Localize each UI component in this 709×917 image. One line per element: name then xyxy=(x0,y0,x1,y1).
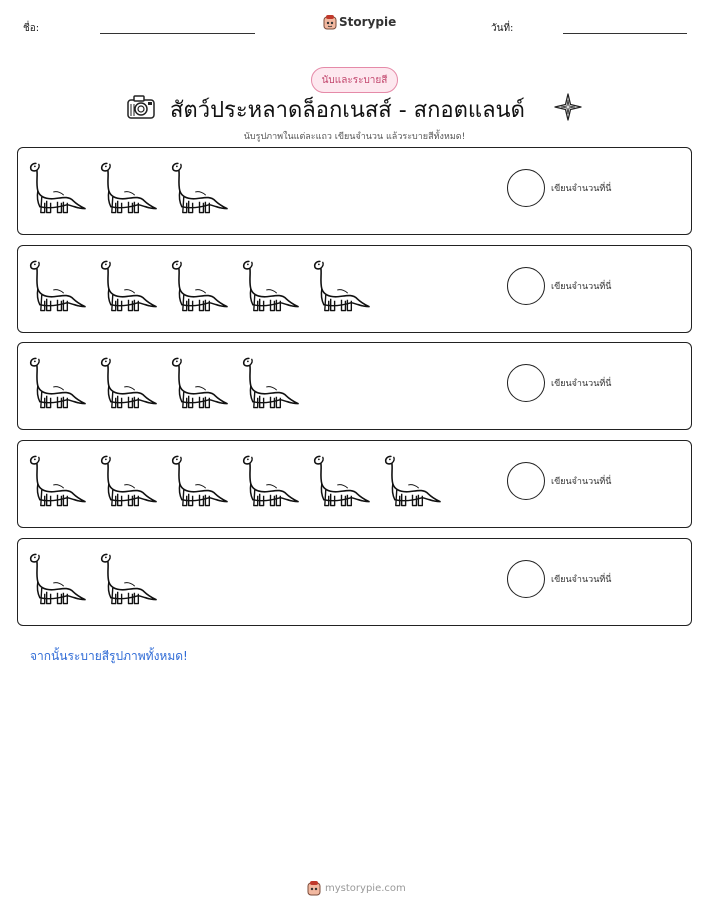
footer-site: mystorypie.com xyxy=(325,882,406,894)
dinosaur-icon[interactable] xyxy=(28,547,87,609)
dinosaur-icon[interactable] xyxy=(241,351,300,413)
dinosaur-icon[interactable] xyxy=(28,254,87,316)
dinosaur-icon[interactable] xyxy=(170,449,229,511)
page-footer xyxy=(307,880,406,896)
answer-label: เขียนจำนวนที่นี่ xyxy=(551,379,612,389)
answer-circle[interactable] xyxy=(507,462,545,500)
date-write-line[interactable] xyxy=(563,33,687,34)
camera-icon xyxy=(124,90,158,124)
dinosaur-group xyxy=(28,351,300,421)
answer-label: เขียนจำนวนที่นี่ xyxy=(551,184,612,194)
page-title: สัตว์ประหลาดล็อกเนสส์ - สกอตแลนด์ xyxy=(170,98,525,123)
dinosaur-icon[interactable] xyxy=(28,351,87,413)
dinosaur-icon[interactable] xyxy=(28,156,87,218)
answer-label: เขียนจำนวนที่นี่ xyxy=(551,477,612,487)
dinosaur-icon[interactable] xyxy=(99,156,158,218)
dinosaur-group xyxy=(28,156,229,226)
brand-name: Storypie xyxy=(339,15,397,29)
dinosaur-icon[interactable] xyxy=(170,351,229,413)
dinosaur-icon[interactable] xyxy=(312,449,371,511)
dinosaur-icon[interactable] xyxy=(99,254,158,316)
dinosaur-icon[interactable] xyxy=(241,254,300,316)
dinosaur-icon[interactable] xyxy=(170,254,229,316)
counting-row-1 xyxy=(17,147,692,235)
dinosaur-icon[interactable] xyxy=(241,449,300,511)
answer-label: เขียนจำนวนที่นี่ xyxy=(551,575,612,585)
title-row xyxy=(0,88,709,128)
name-label: ชื่อ: xyxy=(23,23,40,34)
storypie-logo-icon xyxy=(323,14,337,30)
brand xyxy=(323,14,396,30)
color-instruction: จากนั้นระบายสีรูปภาพทั้งหมด! xyxy=(30,649,188,663)
dinosaur-group xyxy=(28,547,158,617)
answer-circle[interactable] xyxy=(507,560,545,598)
answer-circle[interactable] xyxy=(507,169,545,207)
dinosaur-icon[interactable] xyxy=(383,449,442,511)
dinosaur-icon[interactable] xyxy=(99,351,158,413)
counting-row-2 xyxy=(17,245,692,333)
dinosaur-group xyxy=(28,449,442,519)
dinosaur-icon[interactable] xyxy=(312,254,371,316)
category-badge: นับและระบายสี xyxy=(311,67,398,93)
name-write-line[interactable] xyxy=(100,33,255,34)
answer-circle[interactable] xyxy=(507,267,545,305)
dinosaur-icon[interactable] xyxy=(99,547,158,609)
dinosaur-icon[interactable] xyxy=(99,449,158,511)
instructions: นับรูปภาพในแต่ละแถว เขียนจำนวน แล้วระบายสีทั้งหมด! xyxy=(243,132,466,142)
counting-row-4 xyxy=(17,440,692,528)
page-header xyxy=(0,0,709,50)
answer-label: เขียนจำนวนที่นี่ xyxy=(551,282,612,292)
dinosaur-icon[interactable] xyxy=(28,449,87,511)
counting-row-3 xyxy=(17,342,692,430)
sparkle-icon xyxy=(552,91,584,123)
dinosaur-icon[interactable] xyxy=(170,156,229,218)
counting-row-5 xyxy=(17,538,692,626)
answer-circle[interactable] xyxy=(507,364,545,402)
storypie-logo-icon xyxy=(307,880,321,896)
date-label: วันที่: xyxy=(491,23,514,34)
dinosaur-group xyxy=(28,254,371,324)
